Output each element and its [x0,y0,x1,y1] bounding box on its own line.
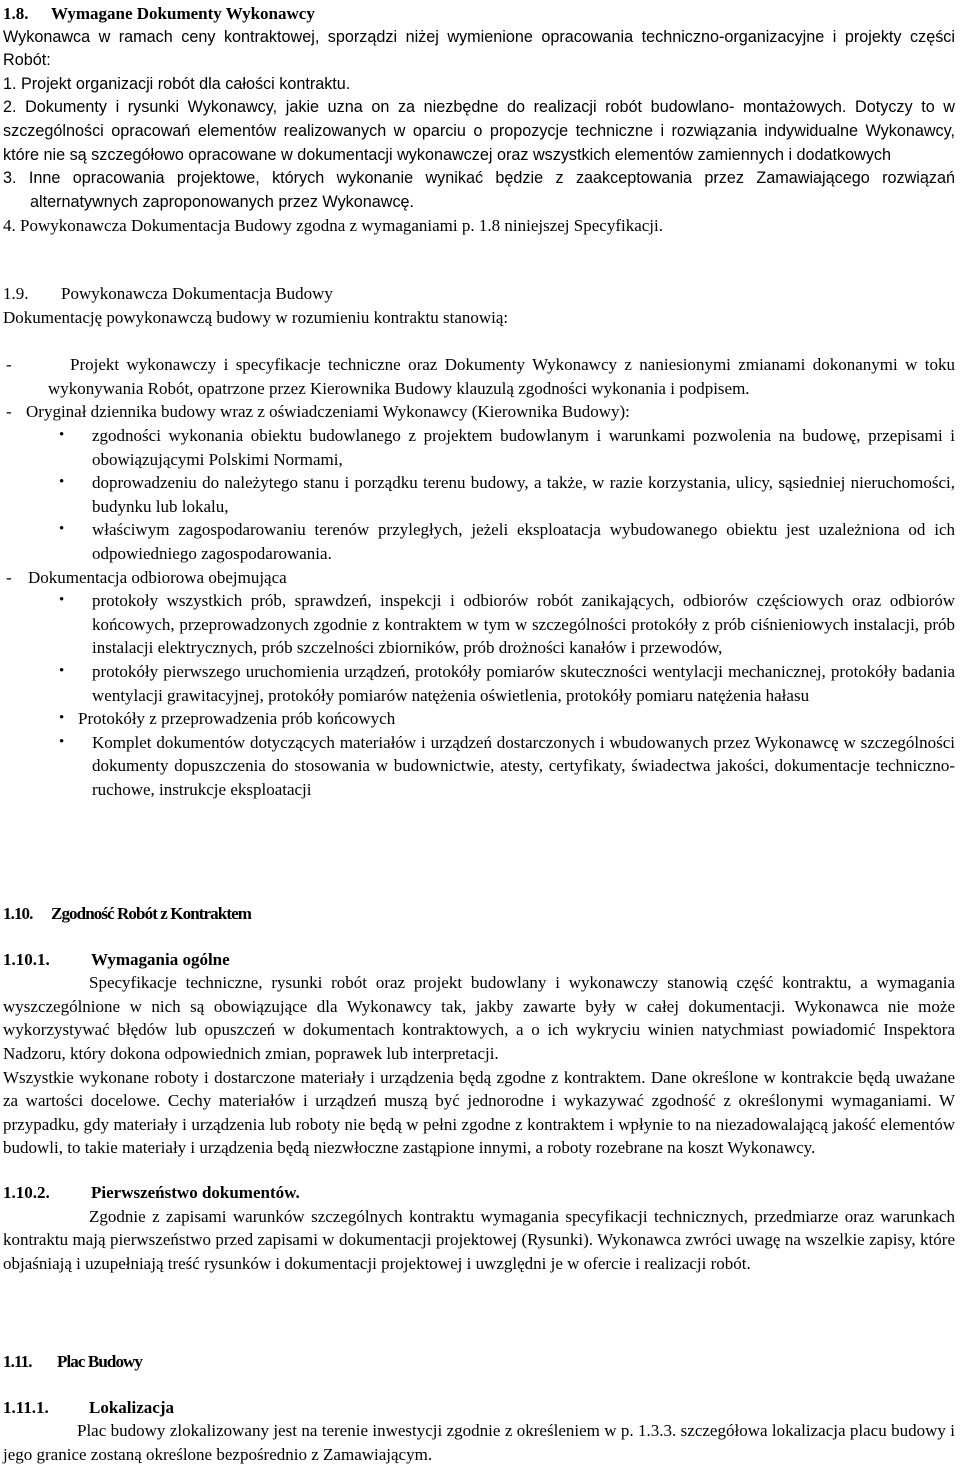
dash-marker: - [6,402,12,422]
list-item-text: Protokóły z przeprowadzenia prób końcowych [78,709,396,729]
subsection-title: Lokalizacja [89,1397,174,1417]
list-item-text: doprowadzeniu do należytego stanu i porządku terenu budowy, a także, w razie korzystania, ulicy, sąsiedniej nieruchomości, budynku lub lokalu, [92,473,955,516]
subsection-heading [3,1396,955,1420]
section-number: 1.8. [3,4,29,23]
list-item [3,707,955,731]
section-1-11 [3,1350,955,1466]
bullet-icon: • [59,426,65,443]
paragraph: Specyfikacje techniczne, rysunki robót oraz projekt budowlany i wykonawczy stanowią część kontraktu, a wymagania wyszczególnione w nich są obowiązujące dla Wykonawcy tak, jakby zawarte były w całej dokumentacji. Wykonawca nie może wykorzystywać błędów lub opuszczeń w dokumentach kontraktowych, a o ich wykryciu winien natychmiast powiadomić Inspektora Nadzoru, który dokona odpowiednich zmian, poprawek lub interpretacji. [3,973,955,1063]
list-item [3,731,955,802]
paragraph: Wykonawca w ramach ceny kontraktowej, sporządzi niżej wymienione opracowania techniczno-organizacyjne i projekty części Robót: [3,27,955,70]
bullet-icon: • [59,662,65,679]
subsection-number: 1.11.1. [3,1397,49,1417]
section-title: Zgodność Robót z Kontraktem [51,904,252,923]
section-1-9 [3,282,955,801]
section-heading [3,1350,955,1374]
list-item-text: Komplet dokumentów dotyczących materiałów i urządzeń dostarczonych i wbudowanych przez Wykonawcę w szczególności dokumenty dopuszczenia do stosowania w budownictwie, atesty, certyfikaty, świadectwa jakości, dokumentacje techniczno-ruchowe, instrukcje eksploatacji [92,732,955,799]
list-item [3,589,955,660]
dash-item-text: Dokumentacja odbiorowa obejmująca [28,567,287,587]
list-item-text: protokóły pierwszego uruchomienia urządzeń, protokóły pomiarów skuteczności wentylacji mechanicznej, protokóły badania wentylacji grawitacyjnej, protokóły pomiarów natężenia oświetlenia, protokóły pomiaru natężenia hałasu [92,661,955,705]
dash-list-item [3,353,955,400]
bullet-icon: • [59,733,65,750]
dash-list-item [3,400,955,424]
section-1-10 [3,902,955,1275]
dash-marker: - [6,355,12,375]
list-item: 2. Dokumenty i rysunki Wykonawcy, jakie uzna on za niezbędne do realizacji robót budowlano- montażowych. Dotyczy to w szczególności opracowań elementów realizowanych w oparciu o propozycje techniczne i rozwiązania indywidualne Wykonawcy, które nie są szczegółowo opracowane w dokumentacji wykonawczej oraz wszystkich elementów zamiennych i dodatkowych [3,98,955,164]
dash-list-item [3,566,955,590]
bullet-icon: • [59,474,65,491]
list-item [3,471,955,518]
paragraph: Plac budowy zlokalizowany jest na terenie inwestycji zgodnie z określeniem w p. 1.3.3. szczegółowa lokalizacja placu budowy i jego granice zostaną określone bezpośrednio z Zamawiającym. [3,1421,955,1464]
list-item: 3. Inne opracowania projektowe, których wykonanie wynikać będzie z zaakceptowania przez Zamawiającego rozwiązań alternatywnych zaproponowanych przez Wykonawcę. [3,169,955,211]
dash-item-text: Oryginał dziennika budowy wraz z oświadczeniami Wykonawcy (Kierownika Budowy): [26,402,630,422]
bullet-icon: • [59,521,65,538]
section-heading [3,282,955,306]
section-heading [3,2,955,26]
paragraph: Dokumentację powykonawczą budowy w rozumieniu kontraktu stanowią: [3,307,509,327]
subsection-number: 1.10.2. [3,1182,50,1202]
paragraph: Zgodnie z zapisami warunków szczególnych kontraktu wymagania specyfikacji technicznych, przedmiarze oraz warunkach kontraktu mają pierwszeństwo przed zapisami w dokumentacji projektowej (Rysunki). Wykonawca zwróci uwagę na wszelkie zapisy, które objaśniają i uzupełniają treść rysunków i dokumentacji projektowej i uwzględni je w ofercie i realizacji robót. [3,1206,955,1273]
subsection-title: Pierwszeństwo dokumentów. [91,1182,300,1202]
section-number: 1.10. [3,904,33,923]
subsection-number: 1.10.1. [3,949,50,969]
bullet-list [3,589,955,801]
section-number: 1.9. [3,284,29,303]
dash-item-text: Projekt wykonawczy i specyfikacje techniczne oraz Dokumenty Wykonawcy z naniesionymi zmianami dokonanymi w toku wykonywania Robót, opatrzone przez Kierownika Budowy klauzulą zgodności wykonania i podpisem. [48,355,955,398]
dash-marker: - [6,567,12,587]
list-item-text: właściwym zagospodarowaniu terenów przyległych, jeżeli eksploatacja wybudowanego obiektu jest uzależniona od ich odpowiedniego zagospodarowania. [92,520,955,563]
list-item-text: protokoły wszystkich prób, sprawdzeń, inspekcji i odbiorów robót zanikających, odbiorów częściowych oraz odbiorów końcowych, przeprowadzonych zgodnie z kontraktem w tym w szczególności protokóły z prób ciśnieniowych instalacji, prób instalacji elektrycznych, prób szczelności zbiorników, prób drożności kanałów i przewodów, [92,591,955,658]
subsection-title: Wymagania ogólne [91,949,230,969]
list-item: 1. Projekt organizacji robót dla całości kontraktu. [3,74,351,93]
section-title: Plac Budowy [57,1352,143,1371]
list-item [3,518,955,565]
bullet-icon: • [59,710,65,727]
list-item [3,424,955,471]
section-number: 1.11. [3,1352,32,1371]
section-title: Wymagane Dokumenty Wykonawcy [51,4,315,23]
subsection-heading [3,948,955,972]
section-heading [3,902,955,926]
bullet-icon: • [59,592,65,609]
list-item-text: zgodności wykonania obiektu budowlanego z projektem budowlanym i warunkami pozwolenia na budowę, przepisami i obowiązującymi Polskimi Normami, [92,425,955,469]
list-item: 4. Powykonawcza Dokumentacja Budowy zgodna z wymaganiami p. 1.8 niniejszej Specyfikacji. [3,216,663,236]
paragraph: Wszystkie wykonane roboty i dostarczone materiały i urządzenia będą zgodne z kontraktem. Dane określone w kontrakcie będą uważane za wartości docelowe. Cechy materiałów i urządzeń muszą być jednorodne i wykazywać zgodność z określonymi wymaganiami. W przypadku, gdy materiały i urządzenia lub roboty nie będą w pełni zgodne z kontraktem i wpłynie to na niezadowalającą jakość elementów budowli, to takie materiały i urządzenia będą niezwłoczne zastąpione innymi, a roboty rozebrane na koszt Wykonawcy. [3,1067,955,1158]
section-body [3,26,955,215]
section-title: Powykonawcza Dokumentacja Budowy [61,284,333,303]
list-item [3,660,955,707]
section-1-8 [3,2,955,238]
subsection-heading [3,1181,955,1205]
bullet-list [3,424,955,566]
